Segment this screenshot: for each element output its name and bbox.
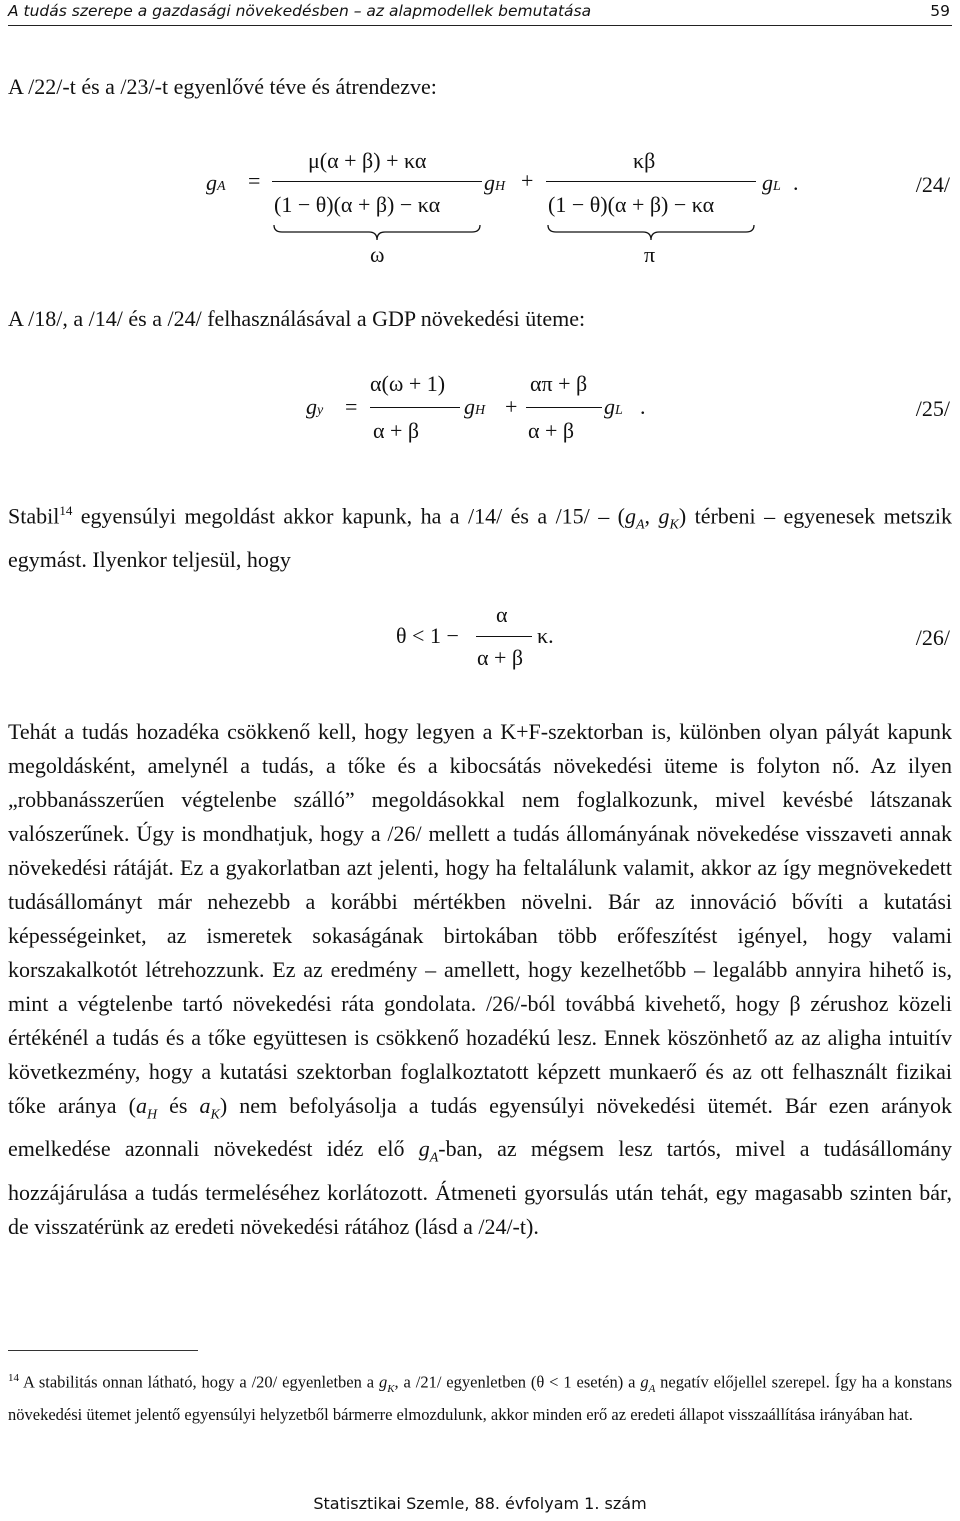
- eq26-rhs: κ.: [537, 623, 554, 648]
- eq26-denominator: α + β: [477, 645, 524, 670]
- eq25-period: .: [640, 394, 646, 419]
- eq24-fraction1-bar: [272, 181, 482, 182]
- eq24-equals: =: [248, 168, 261, 193]
- eq24-g-l: gL: [762, 170, 781, 195]
- page-number: 59: [930, 2, 950, 20]
- eq25-fraction2-numerator: απ + β: [530, 371, 588, 396]
- eq24-fraction1-denominator: (1 − θ)(α + β) − κα: [274, 192, 441, 217]
- eq25-fraction2-denominator: α + β: [528, 418, 575, 443]
- footnote-14: $^{14}$ A stabilitás onnan látható, hogy a /20/ egyenletben a $g_K$, a /21/ egyenletben (θ < 1 esetén) a $g_A$ negatív előjellel szerepel. Így ha a konstans növekedési ütemet jelentő egyensúlyi helyzetből bármerre elmozdulunk, akkor minden erő az eredeti állapot visszaállítása irányában hat.: [8, 1372, 952, 1424]
- eq24-fraction1-numerator: μ(α + β) + κα: [308, 148, 427, 173]
- page-footer: Statisztikai Szemle, 88. évfolyam 1. szám: [313, 1494, 647, 1513]
- stability-paragraph: Stabil$^{14}$ egyensúlyi megoldást akkor kapunk, ha a /14/ és a $/15/ - (g_A$, $g_K$) térbeni – egyenesek metszik egymást. Ilyenkor teljesül, hogy: [8, 503, 952, 572]
- header-title: A tudás szerepe a gazdasági növekedésben – az alapmodellek bemutatása: [8, 2, 592, 20]
- eq26-numerator: α: [496, 602, 508, 627]
- header-rule: [8, 25, 952, 26]
- eq24-number: /24/: [915, 172, 950, 197]
- eq24-lhs: gA: [206, 170, 226, 195]
- underbrace-omega-label: ω: [370, 242, 385, 267]
- eq25-fraction1-denominator: α + β: [373, 418, 420, 443]
- eq25-lhs: gy: [306, 394, 324, 419]
- eq25-g-l: gL: [604, 394, 623, 419]
- footnote-ref-14: 14: [59, 503, 73, 518]
- eq24-fraction2-bar: [546, 181, 756, 182]
- eq24-period: .: [793, 170, 799, 195]
- eq25-number: /25/: [915, 396, 950, 421]
- eq26-number: /26/: [915, 625, 950, 650]
- eq25-fraction2-bar: [526, 407, 602, 408]
- intro-paragraph-2: A /18/, a /14/ és a /24/ felhasználásával a GDP növekedési üteme:: [8, 306, 586, 331]
- eq24-plus: +: [521, 168, 534, 193]
- eq24-fraction2-denominator: (1 − θ)(α + β) − κα: [548, 192, 715, 217]
- intro-paragraph-1: A /22/-t és a /23/-t egyenlővé téve és átrendezve:: [8, 74, 437, 99]
- eq25-fraction1-bar: [370, 407, 460, 408]
- underbrace-pi: [546, 224, 756, 242]
- underbrace-omega: [272, 224, 482, 242]
- eq25-plus: +: [505, 394, 518, 419]
- eq24-g-h: gH: [484, 170, 506, 195]
- footnote-marker: 14: [8, 1372, 19, 1384]
- eq25-g-h: gH: [464, 394, 486, 419]
- eq26-lhs: θ < 1 −: [396, 623, 459, 648]
- underbrace-pi-label: π: [644, 242, 656, 267]
- main-paragraph: Tehát a tudás hozadéka csökkenő kell, hogy legyen a K+F-szektorban is, különben olyan pályát kapunk megoldásként, amelynél a tudás, a tőke és a kibocsátás növekedési üteme is folyton nő. Az ilyen „robbanásszerűen végtelenbe szálló” megoldásokkal nem foglalkozunk, mivel kevésbé látszanak valószerűnek. Úgy is mondhatjuk, hogy a /26/ mellett a tudás állományának növekedése visszaveti annak növekedési rátáját. Ez a gyakorlatban azt jelenti, hogy ha feltalálunk valamit, akkor az így megnövekedett tudásállományt már nehezebb a korábbi mértékben növelni. Bár az innováció bővíti a kutatási képességeinket, az ismeretek sokaságának birtokában több erőfeszítést igényel, hogy valami korszakalkotót létrehozzunk. Ez az eredmény – amellett, hogy kezelhetőbb – legalább annyira hihető is, mint a végtelenbe tartó növekedési ráta gondolata. /26/-ból továbbá kivehető, hogy β zérushoz közeli értékénél a tudás és a tőke együttesen is csökkenő hozadékú lesz. Ennek köszönhető az az aligha intuitív következmény, hogy a kutatási szektorban foglalkoztatott képzett munkaerő és az ott felhasznált fizikai tőke aránya ($a_H$ és $a_K$) nem befolyásolja a tudás egyensúlyi növekedési ütemét. Bár ezen arányok emelkedése azonnali növekedést idéz elő $g_A$-ban, az mégsem lesz tartós, mivel a tudásállomány hozzájárulása a tudás termeléséhez korlátozott. Átmeneti gyorsulás után tehát, egy magasabb szinten bár, de visszatérünk az eredeti növekedési rátához (lásd a /24/-t).: [8, 719, 952, 1239]
- eq25-equals: =: [345, 394, 358, 419]
- eq25-fraction1-numerator: α(ω + 1): [370, 371, 446, 396]
- footnote-rule: [8, 1350, 198, 1351]
- running-header: [0, 0, 960, 26]
- eq24-fraction2-numerator: κβ: [633, 148, 656, 173]
- eq26-fraction-bar: [476, 636, 532, 637]
